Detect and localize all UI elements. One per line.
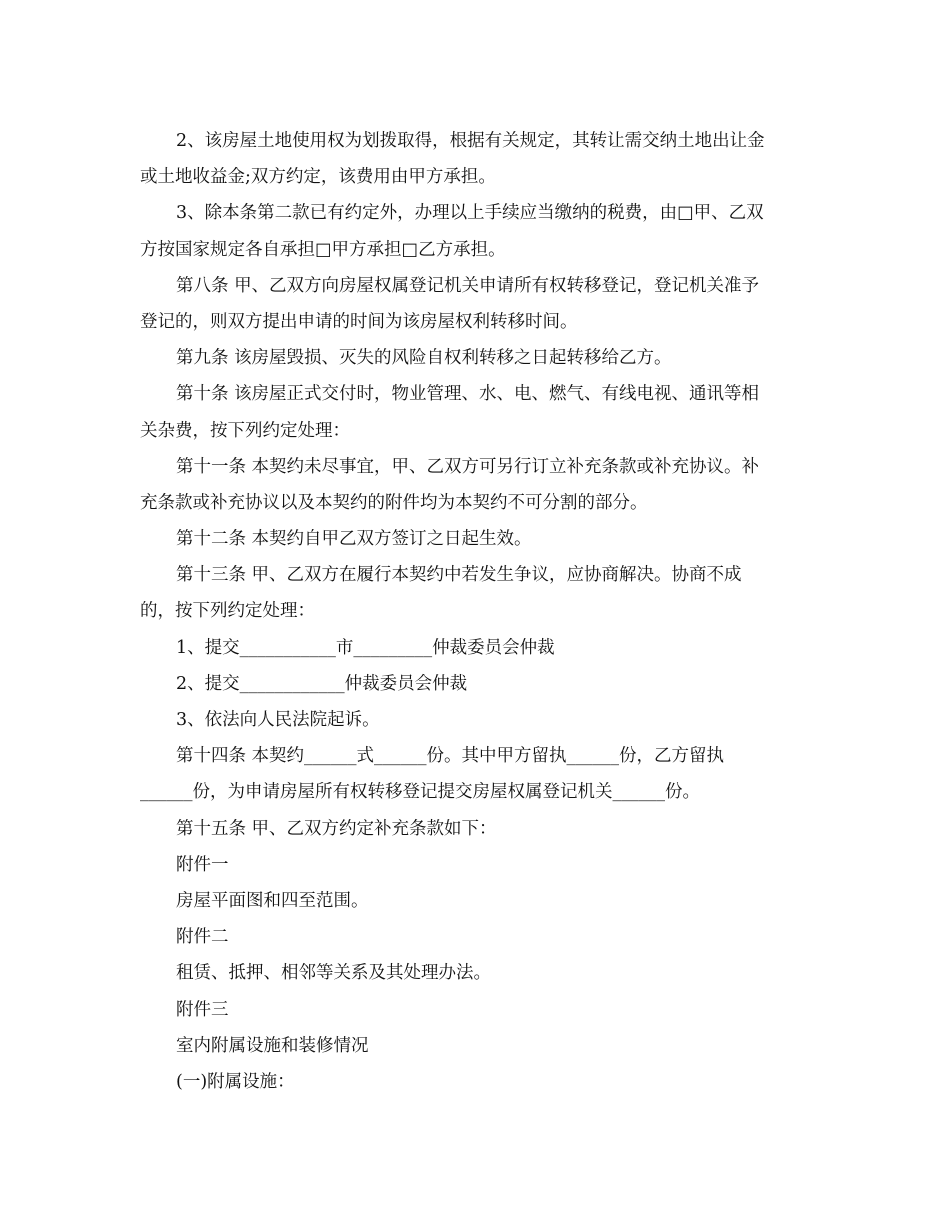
- document-line: 房屋平面图和四至范围。: [176, 890, 369, 911]
- document-line: 第十一条 本契约未尽事宜，甲、乙双方可另行订立补充条款或补充协议。补: [176, 456, 760, 477]
- document-line: 第十五条 甲、乙双方约定补充条款如下：: [176, 818, 497, 839]
- document-line: 的，按下列约定处理：: [140, 601, 315, 622]
- document-line: ______份，为申请房屋所有权转移登记提交房屋权属登记机关______份。: [140, 782, 700, 803]
- document-line: 第十四条 本契约______式______份。其中甲方留执______份，乙方留执: [176, 746, 725, 767]
- document-line: 附件一: [176, 854, 229, 875]
- document-body: [140, 123, 810, 1100]
- document-line: 附件二: [176, 927, 229, 948]
- document-line: 租赁、抵押、相邻等关系及其处理办法。: [176, 963, 491, 984]
- document-line: 登记的，则双方提出申请的时间为该房屋权利转移时间。: [140, 311, 578, 332]
- document-line: 方按国家规定各自承担□甲方承担□乙方承担。: [140, 239, 506, 260]
- document-line: 充条款或补充协议以及本契约的附件均为本契约不可分割的部分。: [140, 492, 648, 513]
- document-line: 第八条 甲、乙双方向房屋权属登记机关申请所有权转移登记，登记机关准予: [176, 275, 760, 296]
- document-line: 关杂费，按下列约定处理：: [140, 420, 350, 441]
- document-line: 1、提交___________市_________仲裁委员会仲裁: [176, 637, 555, 658]
- document-line: 2、提交____________仲裁委员会仲裁: [176, 673, 468, 694]
- document-line: 第十条 该房屋正式交付时，物业管理、水、电、燃气、有线电视、通讯等相: [176, 384, 760, 405]
- document-line: 3、依法向人民法院起诉。: [176, 710, 380, 730]
- document-line: (一)附属设施：: [176, 1071, 295, 1092]
- document-line: 附件三: [176, 999, 229, 1020]
- document-line: 室内附属设施和装修情况: [176, 1035, 369, 1056]
- document-line: 3、除本条第二款已有约定外，办理以上手续应当缴纳的税费，由□甲、乙双: [176, 203, 764, 224]
- document-line: 第九条 该房屋毁损、灭失的风险自权利转移之日起转移给乙方。: [176, 348, 672, 369]
- document-line: 第十二条 本契约自甲乙双方签订之日起生效。: [176, 529, 532, 550]
- document-line: 2、该房屋土地使用权为划拨取得，根据有关规定，其转让需交纳土地出让金: [176, 131, 765, 151]
- document-line: 第十三条 甲、乙双方在履行本契约中若发生争议，应协商解决。协商不成: [176, 565, 742, 586]
- document-line: 或土地收益金;双方约定，该费用由甲方承担。: [140, 167, 496, 188]
